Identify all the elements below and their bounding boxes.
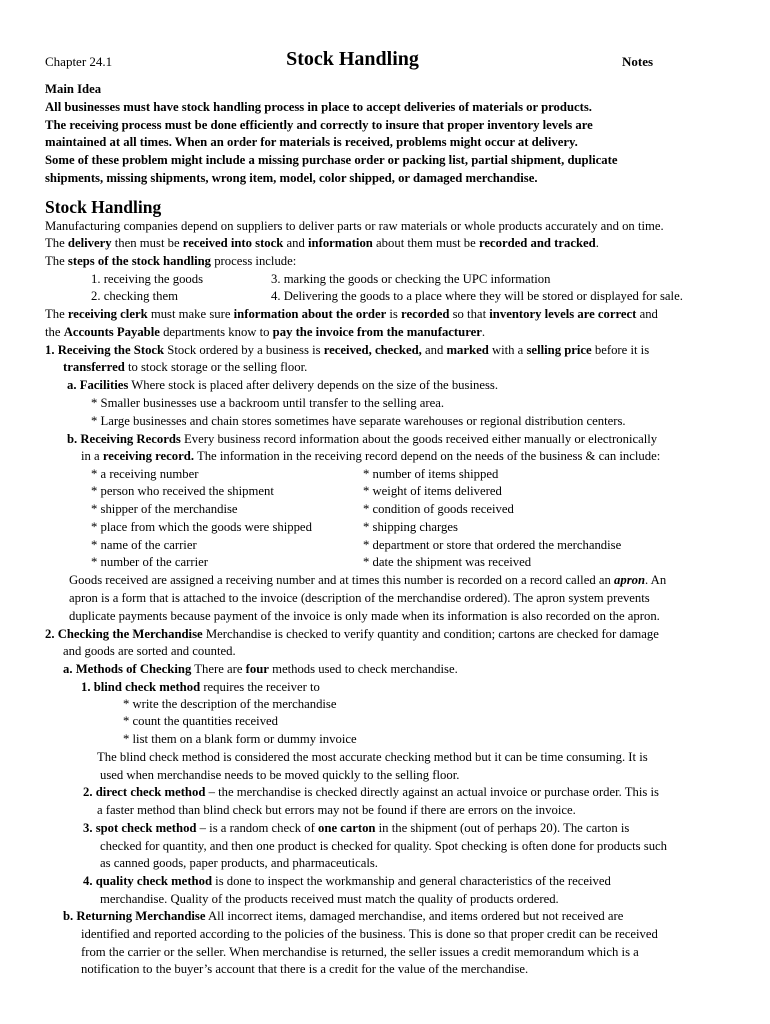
record-field: * a receiving number [91, 467, 199, 481]
emphasis: 3. spot check method [83, 821, 197, 835]
page-title: Stock Handling [286, 48, 419, 70]
intro-line [45, 253, 296, 270]
spot-check-line: as canned goods, paper products, and pharmaceuticals. [100, 856, 378, 870]
emphasis: information [308, 236, 373, 250]
intro-line: Manufacturing companies depend on suppliers to deliver parts or raw materials or whole products accurately and on time. [45, 219, 664, 233]
records-line [67, 431, 657, 448]
direct-check-line: a faster method than blind check but errors may not be found if there are errors on the invoice. [97, 803, 576, 817]
text: – the merchandise is checked directly against an actual invoice or purchase order. This is [205, 785, 659, 799]
record-field: * place from which the goods were shipped [91, 520, 312, 534]
blind-check-item: * list them on a blank form or dummy invoice [123, 732, 357, 746]
text: must make sure [147, 307, 234, 321]
record-field: * department or store that ordered the merchandise [363, 538, 622, 552]
intro-line [45, 235, 599, 252]
facility-item: * Smaller businesses use a backroom until transfer to the selling area. [91, 396, 445, 410]
text: Merchandise is checked to verify quantity and condition; cartons are checked for damage [202, 627, 659, 641]
text: . [481, 325, 486, 339]
record-field: * shipping charges [363, 520, 458, 534]
text: in a [81, 449, 103, 463]
main-idea-heading: Main Idea [45, 82, 102, 96]
text: process include: [211, 254, 297, 268]
emphasis: b. Receiving Records [67, 432, 181, 446]
emphasis: delivery [67, 236, 112, 250]
emphasis: 1. blind check method [81, 680, 201, 694]
main-idea-line: The receiving process must be done efficiently and correctly to insure that proper inventory levels are [45, 118, 593, 132]
emphasis: received into stock [182, 236, 284, 250]
main-idea-line: Some of these problem might include a missing purchase order or packing list, partial shipment, duplicate [45, 153, 618, 167]
text: and [421, 343, 447, 357]
blind-check-note: used when merchandise needs to be moved quickly to the selling floor. [100, 768, 460, 782]
text: is done to inspect the workmanship and general characteristics of the received [212, 874, 611, 888]
emphasis: transferred [63, 360, 125, 374]
notes-label: Notes [622, 54, 654, 69]
section-heading: Stock Handling [45, 197, 162, 217]
emphasis: recorded [401, 307, 450, 321]
text: The [45, 236, 68, 250]
emphasis: 2. Checking the Merchandise [45, 627, 203, 641]
text: Where stock is placed after delivery depends on the size of the business. [128, 378, 499, 392]
text: so that [449, 307, 490, 321]
emphasis: receiving clerk [67, 307, 148, 321]
emphasis: information about the order [233, 307, 387, 321]
emphasis: one carton [318, 821, 376, 835]
blind-check-item: * write the description of the merchandise [123, 697, 337, 711]
text: – is a random check of [196, 821, 319, 835]
emphasis: a. Methods of Checking [63, 662, 192, 676]
emphasis: 4. quality check method [83, 874, 212, 888]
emphasis: b. Returning Merchandise [63, 909, 206, 923]
spot-check-line: checked for quantity, and then one product is checked for quality. Spot checking is often done for products such [100, 839, 668, 853]
text: Goods received are assigned a receiving number and at times this number is recorded on a record called an [69, 573, 614, 587]
record-field: * condition of goods received [363, 502, 514, 516]
text: the [45, 325, 64, 339]
record-field: * weight of items delivered [363, 484, 502, 498]
emphasis: inventory levels are correct [489, 307, 637, 321]
chapter-label: Chapter 24.1 [45, 54, 113, 69]
facility-item: * Large businesses and chain stores sometimes have separate warehouses or regional distribution centers. [91, 414, 626, 428]
emphasis: selling price [526, 343, 592, 357]
record-field: * person who received the shipment [91, 484, 274, 498]
step-item: 1. receiving the goods [91, 272, 204, 286]
emphasis: received, checked, [323, 343, 422, 357]
emphasis: apron [614, 573, 646, 587]
main-idea-line: maintained at all times. When an order for materials is received, problems might occur at delivery. [45, 135, 578, 149]
step-item: 4. Delivering the goods to a place where they will be stored or displayed for sale. [271, 289, 683, 303]
text: The information in the receiving record depend on the needs of the business & can include: [194, 449, 661, 463]
main-idea-line: All businesses must have stock handling process in place to accept deliveries of materials or products. [45, 100, 592, 114]
returning-line: identified and reported according to the policies of the business. This is done so that proper credit can be received [81, 927, 658, 941]
emphasis: receiving record. [102, 449, 194, 463]
apron-line: duplicate payments because payment of the invoice is only made when its information is also recorded on the apron. [69, 609, 660, 623]
record-field: * date the shipment was received [363, 555, 532, 569]
quality-check-line: merchandise. Quality of the products received must match the quality of products ordered. [100, 892, 559, 906]
apron-line: apron is a form that is attached to the invoice (description of the merchandise ordered). The apron system prevents [69, 591, 650, 605]
checking-line: and goods are sorted and counted. [63, 644, 236, 658]
emphasis: a. Facilities [67, 378, 129, 392]
main-idea-line: shipments, missing shipments, wrong item, model, color shipped, or damaged merchandise. [45, 171, 538, 185]
checking-heading-line [45, 626, 659, 643]
facilities-line [67, 377, 498, 394]
emphasis: four [245, 662, 269, 676]
emphasis: 1. Receiving the Stock [45, 343, 165, 357]
blind-check-line [81, 679, 320, 696]
text: then must be [111, 236, 183, 250]
text: All incorrect items, damaged merchandise, and items ordered but not received are [205, 909, 624, 923]
text: . [595, 236, 599, 250]
text: Stock ordered by a business is [164, 343, 324, 357]
emphasis: marked [446, 343, 489, 357]
blind-check-note: The blind check method is considered the most accurate checking method but it can be time consuming. It is [97, 750, 648, 764]
text: departments know to [159, 325, 273, 339]
blind-check-item: * count the quantities received [123, 714, 279, 728]
clerk-line [45, 324, 485, 341]
spot-check-line [83, 820, 629, 837]
text: and [636, 307, 658, 321]
text: in the shipment (out of perhaps 20). The carton is [375, 821, 630, 835]
receiving-line [63, 359, 307, 376]
text: and [283, 236, 309, 250]
apron-line [69, 572, 666, 589]
step-item: 2. checking them [91, 289, 179, 303]
text: about them must be [372, 236, 479, 250]
text: is [386, 307, 402, 321]
record-field: * number of items shipped [363, 467, 499, 481]
clerk-line [45, 306, 658, 323]
emphasis: Accounts Payable [63, 325, 160, 339]
quality-check-line [83, 873, 611, 890]
text: methods used to check merchandise. [268, 662, 458, 676]
text: to stock storage or the selling floor. [124, 360, 308, 374]
records-line [81, 448, 660, 465]
emphasis: 2. direct check method [83, 785, 206, 799]
text: requires the receiver to [200, 680, 320, 694]
text: There are [191, 662, 246, 676]
text: Every business record information about the goods received either manually or electronically [180, 432, 658, 446]
direct-check-line [83, 784, 659, 801]
returning-line [63, 908, 623, 925]
emphasis: pay the invoice from the manufacturer [272, 325, 482, 339]
record-field: * number of the carrier [91, 555, 208, 569]
record-field: * name of the carrier [91, 538, 197, 552]
text: with a [488, 343, 527, 357]
returning-line: from the carrier or the seller. When merchandise is returned, the seller issues a credit memorandum which is a [81, 945, 639, 959]
emphasis: recorded and tracked [478, 236, 596, 250]
step-item: 3. marking the goods or checking the UPC information [271, 272, 551, 286]
methods-line [63, 661, 458, 678]
text: The [45, 307, 68, 321]
text: before it is [591, 343, 650, 357]
record-field: * shipper of the merchandise [91, 502, 238, 516]
text: The [45, 254, 68, 268]
receiving-heading-line [45, 342, 649, 359]
returning-line: notification to the buyer’s account that there is a credit for the value of the merchandise. [81, 962, 529, 976]
text: . An [645, 573, 667, 587]
emphasis: steps of the stock handling [67, 254, 212, 268]
